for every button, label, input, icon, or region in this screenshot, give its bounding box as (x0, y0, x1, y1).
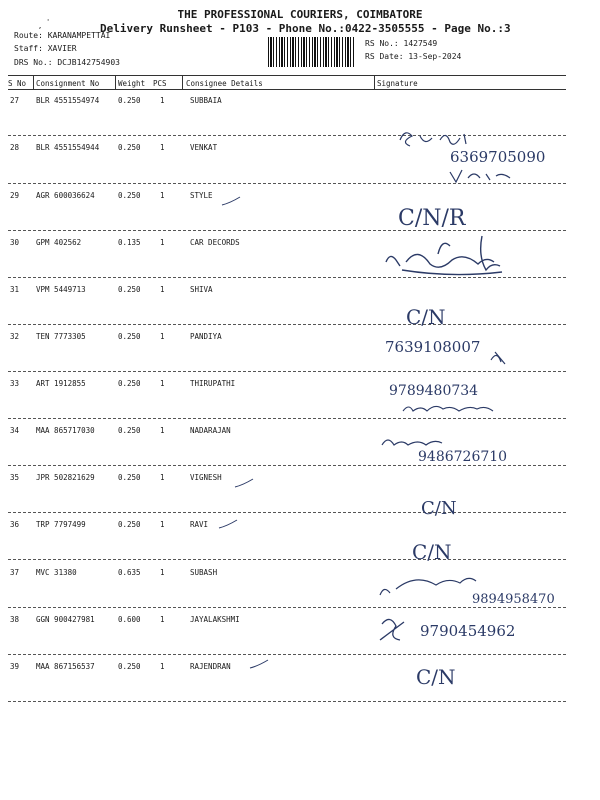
table-row (0, 232, 600, 278)
row-consignment-no: AGR 600036624 (36, 191, 95, 200)
row-separator (8, 183, 566, 184)
row-sno: 28 (10, 143, 20, 152)
row-weight: 0.250 (118, 520, 141, 529)
document-title: THE PROFESSIONAL COURIERS, COIMBATORE (177, 8, 423, 21)
barcode-image (268, 37, 356, 67)
column-divider (115, 76, 116, 89)
row-sno: 33 (10, 379, 20, 388)
row-signature-note: C/N (421, 498, 457, 519)
column-divider (374, 76, 375, 89)
row-weight: 0.600 (118, 615, 141, 624)
row-pcs: 1 (160, 520, 165, 529)
row-separator (8, 418, 566, 419)
row-pcs: 1 (160, 615, 165, 624)
row-sno: 37 (10, 568, 20, 577)
row-consignee: VIGNESH (190, 473, 222, 482)
row-signature-note: 6369705090 (450, 148, 546, 166)
row-weight: 0.250 (118, 379, 141, 388)
table-row (0, 326, 600, 372)
row-consignee: NADARAJAN (190, 426, 231, 435)
row-signature-note: 9486726710 (418, 449, 508, 465)
row-sno: 29 (10, 191, 20, 200)
row-separator (8, 607, 566, 608)
row-separator (8, 701, 566, 702)
row-weight: 0.250 (118, 285, 141, 294)
row-signature-note: 7639108007 (385, 338, 481, 356)
row-weight: 0.135 (118, 238, 141, 247)
row-consignee: PANDIYA (190, 332, 222, 341)
row-consignment-no: GPM 402562 (36, 238, 82, 247)
row-sno: 32 (10, 332, 20, 341)
row-consignment-no: BLR 4551554974 (36, 96, 100, 105)
row-separator (8, 654, 566, 655)
stray-mark: ‚ (38, 22, 43, 30)
column-header-signature: Signature (377, 79, 418, 88)
table-row (0, 656, 600, 702)
row-consignee: VENKAT (190, 143, 218, 152)
table-row (0, 467, 600, 513)
table-row (0, 609, 600, 655)
stray-mark: ' (46, 18, 51, 26)
table-row (0, 90, 600, 136)
table-row (0, 373, 600, 419)
route-label: Route: KARANAMPETTAI (14, 31, 111, 40)
row-weight: 0.250 (118, 143, 141, 152)
row-consignment-no: TRP 7797499 (36, 520, 86, 529)
row-consignee: SUBBAIA (190, 96, 222, 105)
row-sno: 35 (10, 473, 20, 482)
column-header-weight: Weight (118, 79, 146, 88)
row-signature-note: 9789480734 (389, 383, 479, 399)
table-row (0, 514, 600, 560)
header-top-rule (8, 75, 566, 76)
row-separator (8, 230, 566, 231)
row-pcs: 1 (160, 191, 165, 200)
row-separator (8, 465, 566, 466)
row-separator (8, 559, 566, 560)
row-consignment-no: MVC 31380 (36, 568, 77, 577)
row-sno: 39 (10, 662, 20, 671)
column-divider (182, 76, 183, 89)
row-consignment-no: ART 1912855 (36, 379, 86, 388)
row-consignment-no: JPR 502821629 (36, 473, 95, 482)
row-weight: 0.250 (118, 473, 141, 482)
row-signature-note: C/N (406, 305, 446, 329)
row-weight: 0.635 (118, 568, 141, 577)
row-sno: 34 (10, 426, 20, 435)
row-pcs: 1 (160, 662, 165, 671)
row-separator (8, 371, 566, 372)
table-row (0, 185, 600, 231)
row-pcs: 1 (160, 568, 165, 577)
rs-date: RS Date: 13-Sep-2024 (365, 52, 462, 61)
row-consignee: SHIVA (190, 285, 213, 294)
row-signature-note: 9894958470 (472, 592, 555, 607)
table-row (0, 279, 600, 325)
row-consignee: RAJENDRAN (190, 662, 231, 671)
row-consignment-no: MAA 867156537 (36, 662, 95, 671)
row-separator (8, 135, 566, 136)
drs-number: DRS No.: DCJB142754903 (14, 58, 120, 67)
row-signature-note: C/N (412, 540, 452, 564)
row-pcs: 1 (160, 473, 165, 482)
table-row (0, 137, 600, 183)
row-pcs: 1 (160, 379, 165, 388)
row-sno: 31 (10, 285, 20, 294)
column-header-pcs: PCS (153, 79, 167, 88)
row-signature-note: 9790454962 (420, 622, 516, 640)
runsheet-subtitle: Delivery Runsheet - P103 - Phone No.:0422-3505555 - Page No.:3 (100, 22, 511, 35)
row-pcs: 1 (160, 143, 165, 152)
column-header-consignment: Consignment No (36, 79, 100, 88)
table-row (0, 562, 600, 608)
row-signature-note: C/N (416, 665, 456, 689)
table-row (0, 420, 600, 466)
row-consignment-no: VPM 5449713 (36, 285, 86, 294)
row-consignee: THIRUPATHI (190, 379, 236, 388)
column-header-consignee: Consignee Details (186, 79, 263, 88)
row-consignee: STYLE (190, 191, 213, 200)
row-sno: 30 (10, 238, 20, 247)
row-pcs: 1 (160, 96, 165, 105)
row-weight: 0.250 (118, 96, 141, 105)
row-separator (8, 512, 566, 513)
row-consignment-no: MAA 865717030 (36, 426, 95, 435)
rs-number: RS No.: 1427549 (365, 39, 438, 48)
row-consignee: JAYALAKSHMI (190, 615, 240, 624)
row-weight: 0.250 (118, 332, 141, 341)
row-consignment-no: TEN 7773305 (36, 332, 86, 341)
row-weight: 0.250 (118, 662, 141, 671)
row-consignee: RAVI (190, 520, 209, 529)
row-signature-note: C/N/R (398, 206, 466, 231)
row-pcs: 1 (160, 238, 165, 247)
row-separator (8, 324, 566, 325)
row-sno: 36 (10, 520, 20, 529)
row-weight: 0.250 (118, 426, 141, 435)
column-header-sno: S No (8, 79, 27, 88)
row-pcs: 1 (160, 426, 165, 435)
row-consignment-no: GGN 900427981 (36, 615, 95, 624)
row-sno: 27 (10, 96, 20, 105)
column-divider (33, 76, 34, 89)
row-pcs: 1 (160, 332, 165, 341)
row-consignee: SUBASH (190, 568, 218, 577)
row-separator (8, 277, 566, 278)
staff-label: Staff: XAVIER (14, 44, 77, 53)
row-pcs: 1 (160, 285, 165, 294)
row-weight: 0.250 (118, 191, 141, 200)
row-sno: 38 (10, 615, 20, 624)
row-consignment-no: BLR 4551554944 (36, 143, 100, 152)
row-consignee: CAR DECORDS (190, 238, 240, 247)
